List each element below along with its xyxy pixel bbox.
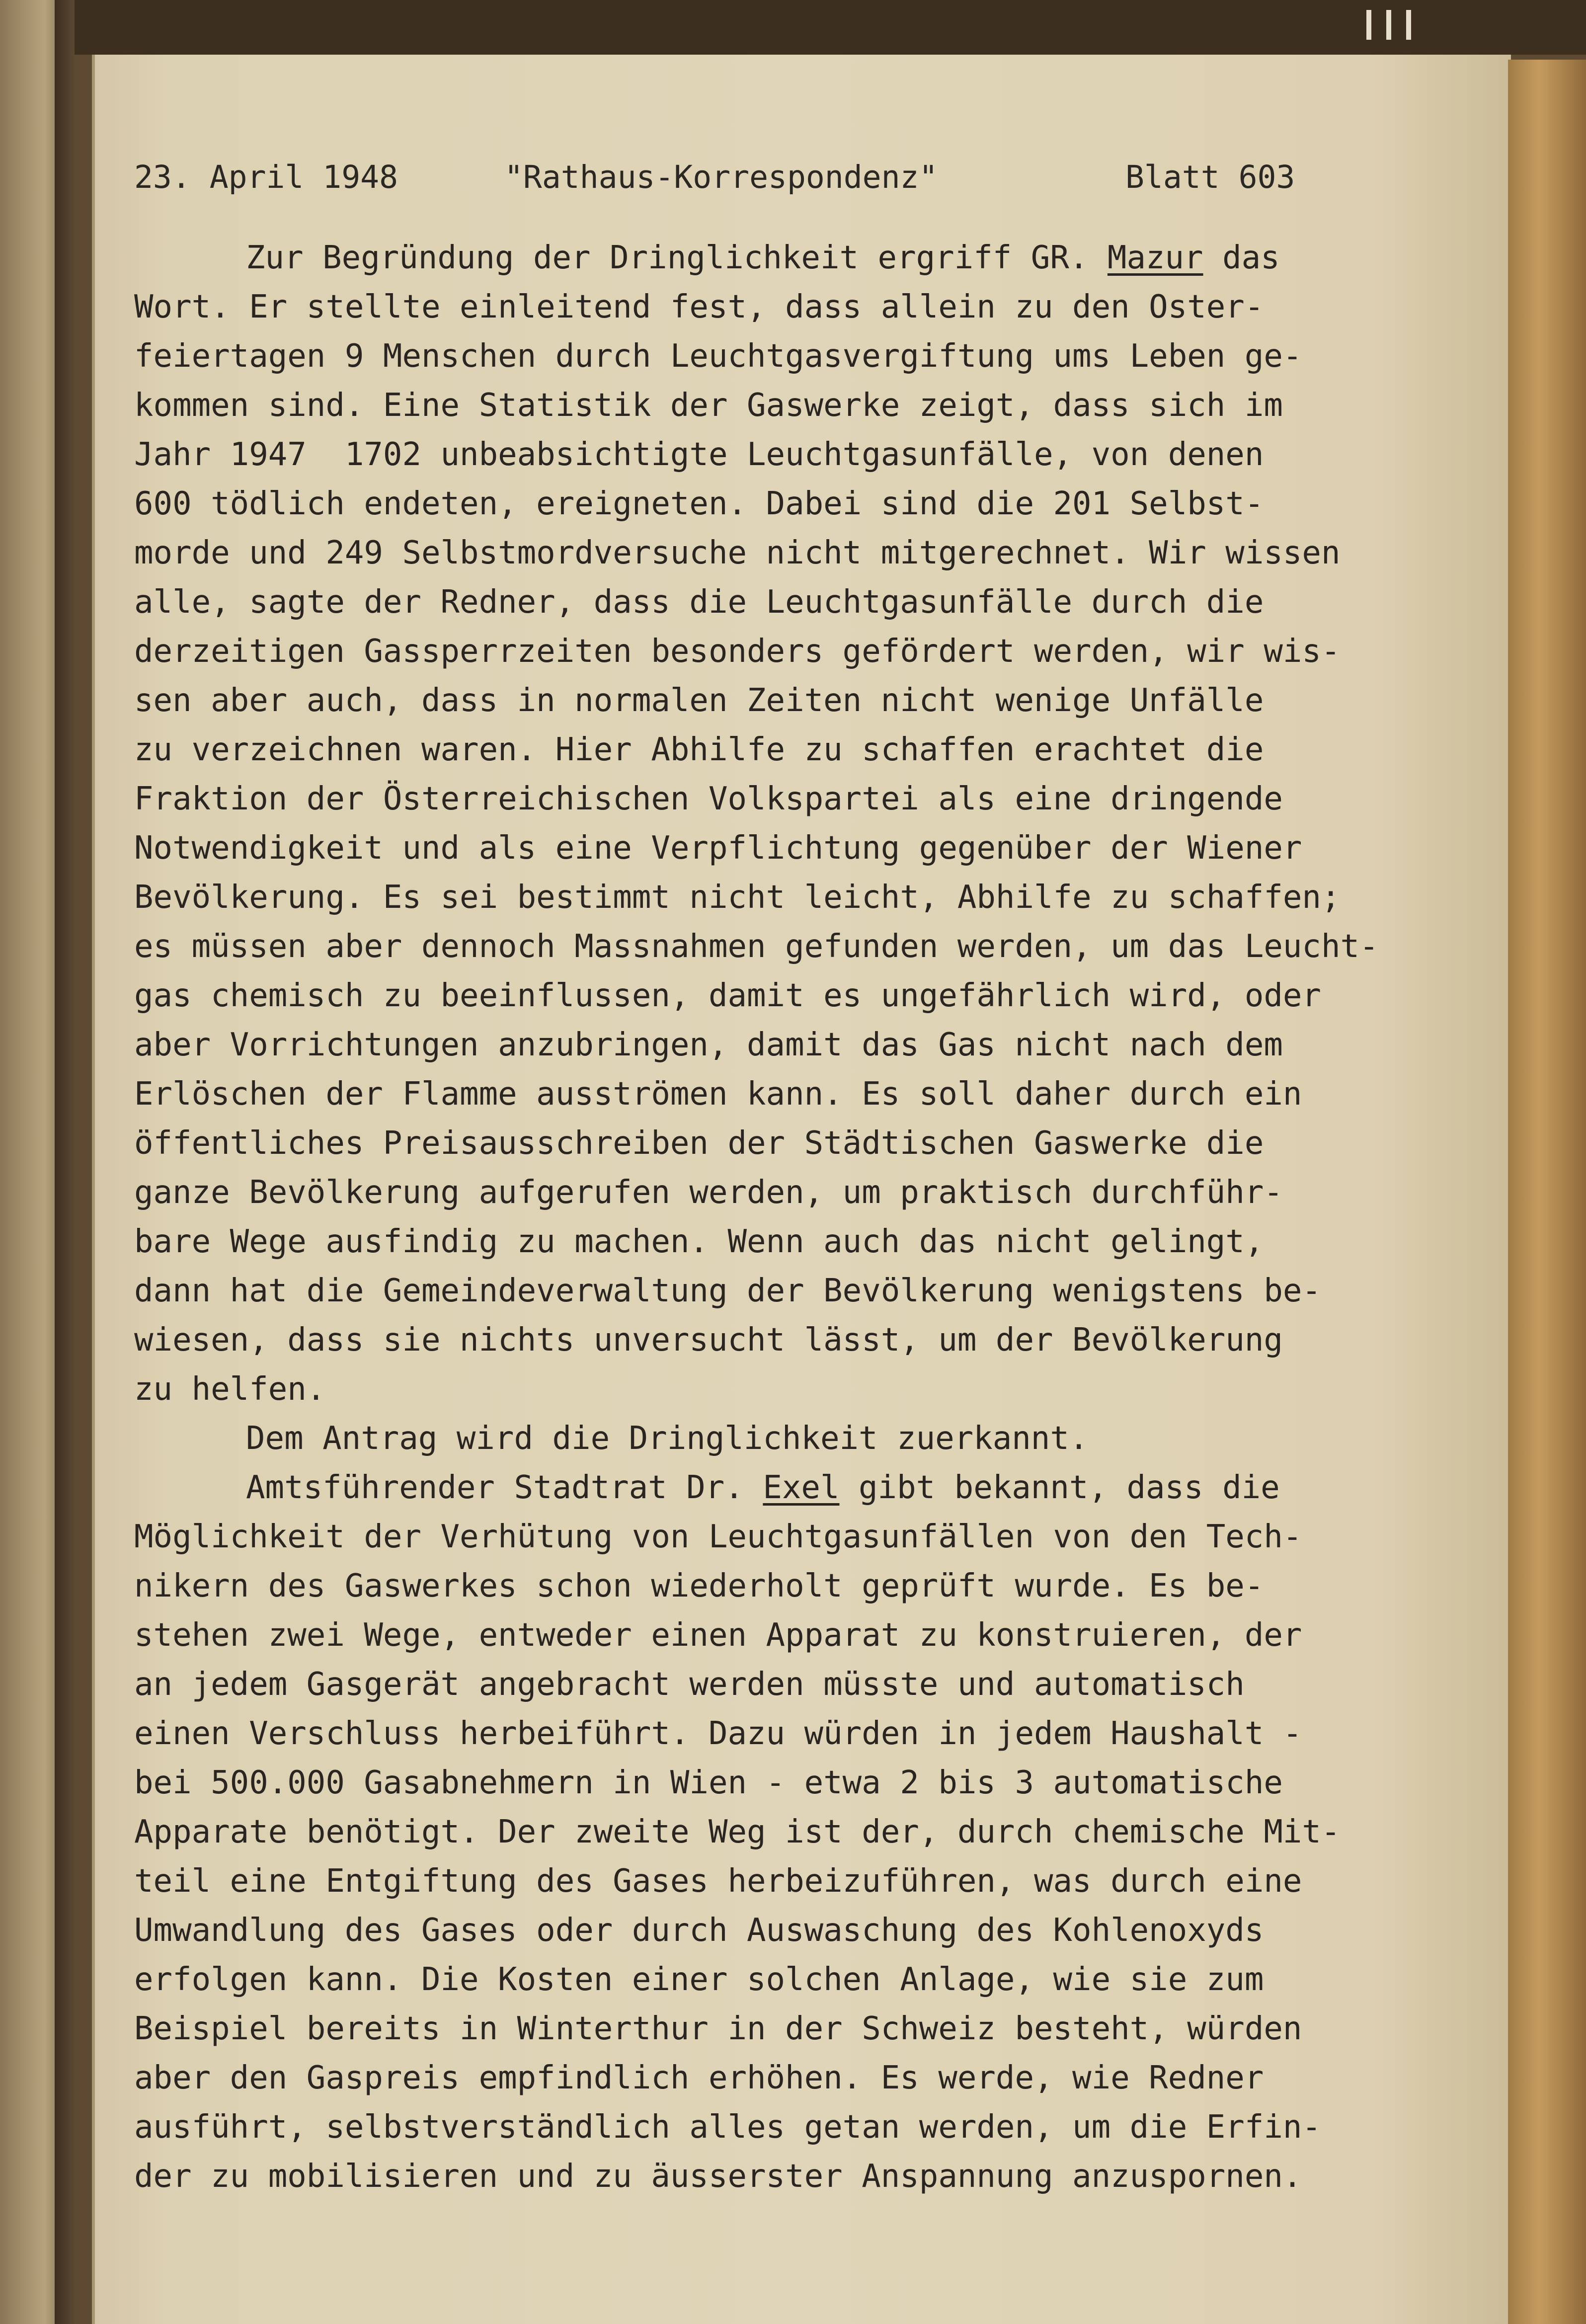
text-line bbox=[134, 1857, 1426, 1906]
text-line bbox=[134, 234, 1426, 283]
text-segment: aber Vorrichtungen anzubringen, damit das Gas nicht nach dem bbox=[134, 1027, 1283, 1063]
text-segment: bei 500.000 Gasabnehmern in Wien - etwa 2 bis 3 automatische bbox=[134, 1764, 1283, 1801]
text-segment: Beispiel bereits in Winterthur in der Schweiz besteht, würden bbox=[134, 2010, 1302, 2047]
text-segment: zu helfen. bbox=[134, 1371, 326, 1408]
text-line bbox=[134, 430, 1426, 480]
text-line bbox=[134, 1070, 1426, 1119]
text-line bbox=[134, 381, 1426, 430]
text-line bbox=[134, 1217, 1426, 1267]
text-segment: zu verzeichnen waren. Hier Abhilfe zu schaffen erachtet die bbox=[134, 731, 1264, 768]
text-line bbox=[134, 1316, 1426, 1365]
text-segment: Umwandlung des Gases oder durch Auswaschung des Kohlenoxyds bbox=[134, 1912, 1264, 1949]
text-line bbox=[134, 1513, 1426, 1562]
text-segment: dann hat die Gemeindeverwaltung der Bevölkerung wenigstens be- bbox=[134, 1273, 1321, 1309]
text-line bbox=[134, 775, 1426, 824]
text-segment: kommen sind. Eine Statistik der Gaswerke zeigt, dass sich im bbox=[134, 387, 1283, 424]
text-line bbox=[134, 873, 1426, 922]
spine-mark bbox=[1406, 10, 1411, 40]
text-line bbox=[134, 578, 1426, 627]
text-line bbox=[134, 971, 1426, 1021]
text-line bbox=[134, 1267, 1426, 1316]
text-segment: Fraktion der Österreichischen Volkspartei als eine dringende bbox=[134, 781, 1283, 817]
text-segment: wiesen, dass sie nichts unversucht lässt, um der Bevölkerung bbox=[134, 1322, 1283, 1359]
text-segment: sen aber auch, dass in normalen Zeiten nicht wenige Unfälle bbox=[134, 682, 1264, 719]
text-segment: Jahr 1947 1702 unbeabsichtigte Leuchtgasunfälle, von denen bbox=[134, 436, 1264, 473]
text-segment: Apparate benötigt. Der zweite Weg ist der, durch chemische Mit- bbox=[134, 1814, 1341, 1850]
text-line bbox=[134, 1611, 1426, 1660]
text-line bbox=[134, 332, 1426, 381]
text-line bbox=[134, 1119, 1426, 1168]
text-segment: es müssen aber dennoch Massnahmen gefunden werden, um das Leucht- bbox=[134, 928, 1379, 965]
background-top bbox=[75, 0, 1586, 55]
text-segment: ausführt, selbstverständlich alles getan werden, um die Erfin- bbox=[134, 2109, 1321, 2146]
text-line bbox=[134, 1955, 1426, 2004]
text-line bbox=[134, 1414, 1426, 1463]
text-line bbox=[134, 1562, 1426, 1611]
text-line bbox=[134, 283, 1426, 332]
binding-shadow bbox=[55, 0, 75, 2324]
header-publication: "Rathaus-Korrespondenz" bbox=[504, 159, 938, 195]
text-line bbox=[134, 529, 1426, 578]
text-segment: stehen zwei Wege, entweder einen Apparat zu konstruieren, der bbox=[134, 1617, 1302, 1654]
text-segment: Erlöschen der Flamme ausströmen kann. Es soll daher durch ein bbox=[134, 1076, 1302, 1113]
text-line bbox=[134, 725, 1426, 775]
text-segment: feiertagen 9 Menschen durch Leuchtgasvergiftung ums Leben ge- bbox=[134, 338, 1302, 375]
header-sheet-number: Blatt 603 bbox=[1125, 159, 1295, 195]
text-segment: an jedem Gasgerät angebracht werden müsste und automatisch bbox=[134, 1666, 1245, 1703]
text-line bbox=[134, 1660, 1426, 1709]
text-segment: erfolgen kann. Die Kosten einer solchen Anlage, wie sie zum bbox=[134, 1961, 1264, 1998]
text-segment: Notwendigkeit und als eine Verpflichtung gegenüber der Wiener bbox=[134, 830, 1302, 867]
text-segment: gas chemisch zu beeinflussen, damit es ungefährlich wird, oder bbox=[134, 977, 1321, 1014]
text-segment: Wort. Er stellte einleitend fest, dass allein zu den Oster- bbox=[134, 289, 1264, 325]
text-line bbox=[134, 824, 1426, 873]
spine-mark bbox=[1366, 10, 1371, 40]
text-line bbox=[134, 1168, 1426, 1217]
underlined-name: Mazur bbox=[1107, 240, 1203, 276]
text-line bbox=[134, 1808, 1426, 1857]
text-line bbox=[134, 480, 1426, 529]
document-body bbox=[134, 234, 1426, 2201]
text-line bbox=[134, 1906, 1426, 1955]
text-segment: Amtsführender Stadtrat Dr. bbox=[246, 1469, 763, 1506]
text-segment: aber den Gaspreis empfindlich erhöhen. Es werde, wie Redner bbox=[134, 2060, 1264, 2096]
text-line bbox=[134, 676, 1426, 725]
text-line bbox=[134, 2103, 1426, 2152]
text-segment: gibt bekannt, dass die bbox=[839, 1469, 1280, 1506]
text-line bbox=[134, 1463, 1426, 1513]
text-segment: teil eine Entgiftung des Gases herbeizuführen, was durch eine bbox=[134, 1863, 1302, 1900]
text-line bbox=[134, 1365, 1426, 1414]
text-line bbox=[134, 2004, 1426, 2054]
underlined-name: Exel bbox=[763, 1469, 840, 1506]
text-line bbox=[134, 1759, 1426, 1808]
text-segment: morde und 249 Selbstmordversuche nicht mitgerechnet. Wir wissen bbox=[134, 535, 1341, 571]
text-segment: das bbox=[1203, 240, 1280, 276]
text-segment: der zu mobilisieren und zu äusserster Anspannung anzuspornen. bbox=[134, 2158, 1302, 2195]
text-line bbox=[134, 1709, 1426, 1759]
text-line bbox=[134, 1021, 1426, 1070]
text-line bbox=[134, 2152, 1426, 2201]
text-line bbox=[134, 627, 1426, 676]
text-segment: alle, sagte der Redner, dass die Leuchtgasunfälle durch die bbox=[134, 584, 1264, 621]
spine-mark bbox=[1386, 10, 1391, 40]
page-header bbox=[134, 159, 1327, 204]
text-line bbox=[134, 2054, 1426, 2103]
text-segment: bare Wege ausfindig zu machen. Wenn auch das nicht gelingt, bbox=[134, 1223, 1264, 1260]
text-line bbox=[134, 922, 1426, 971]
text-segment: Dem Antrag wird die Dringlichkeit zuerkannt. bbox=[246, 1420, 1089, 1457]
text-segment: Zur Begründung der Dringlichkeit ergriff GR. bbox=[246, 240, 1108, 276]
text-segment: derzeitigen Gassperrzeiten besonders gefördert werden, wir wis- bbox=[134, 633, 1341, 670]
page-stack-edge bbox=[1508, 60, 1586, 2324]
text-segment: öffentliches Preisausschreiben der Städtischen Gaswerke die bbox=[134, 1125, 1264, 1162]
text-segment: 600 tödlich endeten, ereigneten. Dabei sind die 201 Selbst- bbox=[134, 485, 1264, 522]
header-date: 23. April 1948 bbox=[134, 159, 398, 195]
text-segment: einen Verschluss herbeiführt. Dazu würden in jedem Haushalt - bbox=[134, 1715, 1302, 1752]
text-segment: Möglichkeit der Verhütung von Leuchtgasunfällen von den Tech- bbox=[134, 1519, 1302, 1555]
text-segment: ganze Bevölkerung aufgerufen werden, um praktisch durchführ- bbox=[134, 1174, 1283, 1211]
text-segment: Bevölkerung. Es sei bestimmt nicht leicht, Abhilfe zu schaffen; bbox=[134, 879, 1341, 916]
text-segment: nikern des Gaswerkes schon wiederholt geprüft wurde. Es be- bbox=[134, 1568, 1264, 1604]
